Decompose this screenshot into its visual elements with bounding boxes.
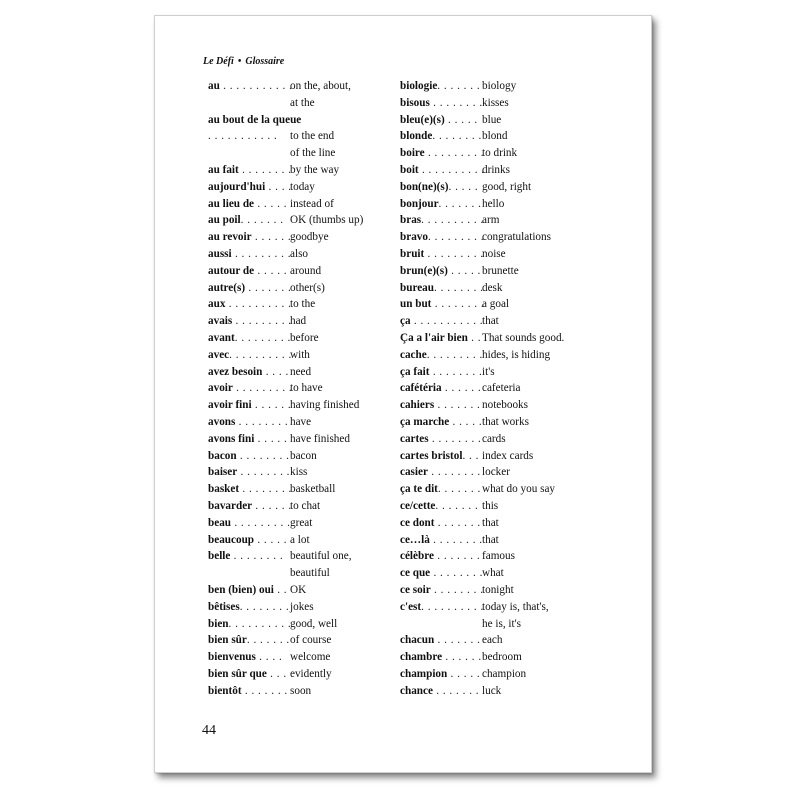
glossary-definition: today xyxy=(290,180,315,193)
leader-dots: . . . . . . . . xyxy=(239,600,290,613)
glossary-definition: it's xyxy=(482,365,495,378)
leader-dots: . . . . . . . . . . xyxy=(421,600,484,613)
glossary-entry xyxy=(400,431,600,448)
leader-dots: . . . . . . . . . . xyxy=(418,163,485,176)
book-page xyxy=(154,15,652,773)
glossary-term: bien sûr que xyxy=(208,667,267,680)
leader-dots: . . . . . . . . xyxy=(230,550,284,563)
leader-dots: . . . . . . . . . . . xyxy=(410,315,484,328)
glossary-term: brun(e)(s) xyxy=(400,264,448,277)
leader-dots: . . . . . . . xyxy=(434,634,481,647)
glossary-definition: before xyxy=(290,331,319,344)
glossary-term: cartes bristol xyxy=(400,449,463,462)
glossary-term: basket xyxy=(208,483,240,496)
glossary-term: ce que xyxy=(400,567,431,580)
glossary-entry xyxy=(208,498,398,515)
glossary-term: bien sûr xyxy=(208,634,247,647)
glossary-entry xyxy=(400,128,600,145)
glossary-entry xyxy=(400,649,600,666)
glossary-definition: with xyxy=(290,348,310,361)
leader-dots: . . . . . . . . . xyxy=(231,516,291,529)
glossary-definition: locker xyxy=(482,466,510,479)
glossary-term: avons xyxy=(208,415,236,428)
leader-dots: . . . . . . . . . . . xyxy=(219,80,293,92)
glossary-definition: welcome xyxy=(290,651,331,664)
glossary-term: belle xyxy=(208,550,231,563)
leader-dots: . . . . . . xyxy=(251,399,292,412)
glossary-entry xyxy=(208,532,398,549)
book-title: Le Défi xyxy=(203,56,234,67)
glossary-entry xyxy=(208,448,398,465)
glossary-definition: notebooks xyxy=(482,399,528,412)
glossary-definition: this xyxy=(482,499,499,512)
glossary-entry xyxy=(400,397,600,414)
glossary-definition: what xyxy=(482,567,504,580)
glossary-entry xyxy=(208,599,398,616)
glossary-definition: that xyxy=(482,533,499,546)
leader-dots: . . . . . xyxy=(448,180,479,193)
leader-dots: . . . . . . xyxy=(252,499,292,512)
glossary-term: avoir fini xyxy=(208,399,252,412)
glossary-definition: OK xyxy=(290,583,307,596)
leader-dots: . . . . . . . . xyxy=(430,583,484,596)
leader-dots: . . . . . . xyxy=(441,382,482,395)
glossary-entry xyxy=(400,498,600,515)
glossary-definition: That sounds good. xyxy=(482,331,565,344)
glossary-term: bruit xyxy=(400,247,425,260)
leader-dots: . . . . . . . xyxy=(433,550,481,563)
glossary-definition: tonight xyxy=(482,583,514,596)
glossary-entry xyxy=(400,246,600,263)
glossary-entry xyxy=(400,515,600,532)
leader-dots: . . . . . xyxy=(447,667,481,680)
glossary-term: autre(s) xyxy=(208,281,246,294)
glossary-term: avec xyxy=(208,348,230,361)
leader-dots: . . . . . . . xyxy=(246,634,290,647)
glossary-entry xyxy=(208,649,398,666)
glossary-term: ce…là xyxy=(400,533,430,546)
glossary-entry xyxy=(400,145,600,162)
glossary-term: ça fait xyxy=(400,365,430,378)
glossary-definition: biology xyxy=(482,80,517,92)
glossary-entry xyxy=(400,95,600,112)
glossary-definition: OK (thumbs up) xyxy=(290,214,364,227)
glossary-term: cafétéria xyxy=(400,382,442,395)
glossary-entry xyxy=(208,632,398,649)
running-head xyxy=(203,56,284,67)
glossary-term: bras xyxy=(400,214,422,227)
glossary-term: avez besoin xyxy=(208,365,263,378)
glossary-entry xyxy=(400,364,600,381)
glossary-definition: today is, that's, xyxy=(482,600,549,613)
glossary-definition: cafeteria xyxy=(482,382,521,395)
leader-dots: . . xyxy=(273,583,288,596)
glossary-definition: goodbye xyxy=(290,231,329,244)
glossary-term: c'est xyxy=(400,600,422,613)
page-number: 44 xyxy=(202,723,216,738)
glossary-entry xyxy=(208,229,398,246)
glossary-definition: need xyxy=(290,365,312,378)
glossary-term: ce soir xyxy=(400,583,431,596)
leader-dots: . . . . . xyxy=(254,432,288,445)
leader-dots: . . . . . . . . xyxy=(238,163,292,176)
glossary-definition: to the end xyxy=(290,130,335,143)
glossary-entry xyxy=(400,616,600,633)
leader-dots: . . . . . xyxy=(254,197,287,210)
glossary-term: au lieu de xyxy=(208,197,255,210)
glossary-term: chance xyxy=(400,684,433,697)
glossary-term: au revoir xyxy=(208,231,252,244)
glossary-entry xyxy=(208,616,398,633)
glossary-entry xyxy=(400,448,600,465)
leader-dots: . . . xyxy=(266,667,287,680)
leader-dots: . . . . . . . xyxy=(434,516,481,529)
leader-dots: . . . . . . . . xyxy=(236,449,290,462)
glossary-term: aussi xyxy=(208,247,232,260)
glossary-term: autour de xyxy=(208,264,255,277)
glossary-term: bien xyxy=(208,617,229,630)
glossary-entry xyxy=(400,548,600,565)
glossary-entry xyxy=(208,196,398,213)
section-title: Glossaire xyxy=(245,56,285,67)
glossary-definition: have finished xyxy=(290,432,350,445)
glossary-entry xyxy=(208,548,398,565)
glossary-definition: blue xyxy=(482,113,502,126)
glossary-term: cahiers xyxy=(400,399,435,412)
glossary-entry xyxy=(208,313,398,330)
glossary-term: bienvenus xyxy=(208,651,256,664)
glossary-definition: champion xyxy=(482,667,527,680)
glossary-entry xyxy=(208,112,398,129)
leader-dots: . . . . . . . . xyxy=(239,483,292,496)
glossary-definition: soon xyxy=(290,684,312,697)
leader-dots: . . . . . . . . xyxy=(428,432,482,445)
glossary-term: bavarder xyxy=(208,499,253,512)
running-head-separator: • xyxy=(237,56,242,67)
leader-dots: . . . . . . . . . . . xyxy=(208,130,278,143)
glossary-definition: great xyxy=(290,516,313,529)
leader-dots: . . . . . . . xyxy=(437,483,481,496)
glossary-definition: of course xyxy=(290,634,332,647)
glossary-term: au poil xyxy=(208,214,241,227)
leader-dots: . . . . . . . . . xyxy=(427,231,485,244)
glossary-definition: famous xyxy=(482,550,515,563)
glossary-definition: around xyxy=(290,264,322,277)
leader-dots: . . . . . . . xyxy=(432,684,480,697)
glossary-definition: hides, is hiding xyxy=(482,348,551,361)
glossary-entry xyxy=(208,128,398,145)
glossary-definition: to chat xyxy=(290,499,321,512)
glossary-term: beaucoup xyxy=(208,533,255,546)
glossary-definition: beautiful xyxy=(290,567,330,580)
glossary-term: bon(ne)(s) xyxy=(400,180,449,193)
glossary-entry xyxy=(400,632,600,649)
glossary-term: Ça a l'air bien xyxy=(400,331,468,344)
glossary-entry xyxy=(400,179,600,196)
glossary-term: un but xyxy=(400,298,432,311)
leader-dots: . . . . . . . . . xyxy=(234,331,291,344)
leader-dots: . . . . . . . . . xyxy=(232,382,293,395)
glossary-term: avant xyxy=(208,331,235,344)
glossary-term: champion xyxy=(400,667,448,680)
glossary-definition: by the way xyxy=(290,163,340,176)
glossary-definition: to have xyxy=(290,382,323,395)
glossary-entry xyxy=(400,212,600,229)
glossary-entry xyxy=(400,313,600,330)
glossary-entry xyxy=(208,666,398,683)
leader-dots: . . . . . . xyxy=(442,651,482,664)
glossary-definition: that works xyxy=(482,415,529,428)
glossary-definition: on the, about, xyxy=(290,80,351,92)
glossary-term: bonjour xyxy=(400,197,439,210)
glossary-entry xyxy=(208,364,398,381)
glossary-definition: index cards xyxy=(482,449,534,462)
glossary-entry xyxy=(208,162,398,179)
leader-dots: . . . xyxy=(462,449,479,462)
glossary-entry xyxy=(400,347,600,364)
glossary-definition: instead of xyxy=(290,197,334,210)
glossary-entry xyxy=(400,414,600,431)
leader-dots: . . . . . . . xyxy=(437,80,481,92)
leader-dots: . . . . . xyxy=(447,264,481,277)
glossary-entry xyxy=(208,78,398,95)
glossary-term: ça xyxy=(400,315,411,328)
glossary-term: ce dont xyxy=(400,516,435,529)
glossary-entry xyxy=(208,280,398,297)
leader-dots: . . . . . xyxy=(254,533,287,546)
glossary-term: bravo xyxy=(400,231,428,244)
glossary-definition: kiss xyxy=(290,466,308,479)
glossary-term: bacon xyxy=(208,449,237,462)
glossary-definition: what do you say xyxy=(482,483,556,496)
leader-dots: . . . . . . . . . xyxy=(424,247,484,260)
glossary-entry xyxy=(208,212,398,229)
leader-dots: . . . . . . . . . xyxy=(424,147,484,160)
glossary-definition: of the line xyxy=(290,147,336,160)
glossary-definition: have xyxy=(290,415,312,428)
glossary-definition: congratulations xyxy=(482,231,551,244)
glossary-entry xyxy=(208,347,398,364)
glossary-entry xyxy=(208,145,398,162)
glossary-term: bientôt xyxy=(208,684,242,697)
glossary-term: avons fini xyxy=(208,432,255,445)
leader-dots: . . . . . . . xyxy=(434,399,481,412)
glossary-definition: to drink xyxy=(482,147,518,160)
leader-dots: . . . . . . . xyxy=(241,684,288,697)
leader-dots: . . . . . . . . . xyxy=(232,315,292,328)
glossary-entry xyxy=(208,330,398,347)
glossary-definition: evidently xyxy=(290,667,332,680)
glossary-right-column xyxy=(400,78,600,699)
glossary-term: au fait xyxy=(208,163,239,176)
glossary-definition: also xyxy=(290,247,309,260)
glossary-entry xyxy=(400,464,600,481)
glossary-term: cartes xyxy=(400,432,429,445)
glossary-definition: brunette xyxy=(482,264,519,277)
glossary-entry xyxy=(400,380,600,397)
glossary-entry xyxy=(208,431,398,448)
glossary-entry xyxy=(400,112,600,129)
glossary-entry xyxy=(400,263,600,280)
leader-dots: . . . . xyxy=(262,365,289,378)
leader-dots: . . . . . . . . xyxy=(237,466,290,479)
glossary-term: blonde xyxy=(400,130,433,143)
glossary-term: casier xyxy=(400,466,428,479)
glossary-term: baiser xyxy=(208,466,238,479)
leader-dots: . . . . . . . . xyxy=(429,96,483,109)
glossary-entry xyxy=(208,95,398,112)
glossary-term: chacun xyxy=(400,634,435,647)
glossary-definition: noise xyxy=(482,247,506,260)
leader-dots: . . . . . . . . xyxy=(431,298,485,311)
glossary-definition: he is, it's xyxy=(482,617,521,630)
leader-dots: . . . . xyxy=(265,180,292,193)
glossary-entry xyxy=(208,380,398,397)
leader-dots: . . . . . . . . . . xyxy=(225,298,292,311)
glossary-definition: beautiful one, xyxy=(290,550,352,563)
glossary-definition: basketball xyxy=(290,483,336,496)
glossary-entry xyxy=(208,464,398,481)
glossary-term: boit xyxy=(400,163,419,176)
glossary-term: célèbre xyxy=(400,550,434,563)
glossary-definition: jokes xyxy=(290,600,314,613)
glossary-term: ça marche xyxy=(400,415,450,428)
glossary-entry xyxy=(400,481,600,498)
glossary-entry xyxy=(208,683,398,700)
glossary-entry xyxy=(400,330,600,347)
glossary-definition: to the xyxy=(290,298,316,311)
leader-dots: . . . . . . . . xyxy=(432,130,482,143)
leader-dots: . . . . . . . xyxy=(435,499,479,512)
leader-dots: . . . . . xyxy=(254,264,288,277)
glossary-definition: bedroom xyxy=(482,651,522,664)
glossary-entry xyxy=(400,532,600,549)
leader-dots: . . . . . . . . . . xyxy=(228,617,292,630)
glossary-definition: a goal xyxy=(482,298,510,311)
glossary-definition: that xyxy=(482,516,499,529)
glossary-definition: drinks xyxy=(482,163,510,176)
leader-dots: . . . . xyxy=(255,651,283,664)
glossary-definition: arm xyxy=(482,214,500,227)
leader-dots: . . . . . . . . xyxy=(429,365,483,378)
glossary-term: au bout de la queue xyxy=(208,113,302,126)
leader-dots: . . . . . . . . . xyxy=(231,247,291,260)
glossary-definition: at the xyxy=(290,96,315,109)
glossary-definition: a lot xyxy=(290,533,310,546)
glossary-term: bureau xyxy=(400,281,434,294)
glossary-entry xyxy=(208,263,398,280)
glossary-term: ce/cette xyxy=(400,499,436,512)
glossary-term: boire xyxy=(400,147,425,160)
glossary-entry xyxy=(400,599,600,616)
glossary-term: chambre xyxy=(400,651,443,664)
glossary-entry xyxy=(208,414,398,431)
glossary-term: bleu(e)(s) xyxy=(400,113,445,126)
glossary-definition: blond xyxy=(482,130,508,143)
leader-dots: . . . . . . . . xyxy=(434,281,484,294)
glossary-entry xyxy=(400,196,600,213)
glossary-definition: desk xyxy=(482,281,503,294)
leader-dots: . . . . . . . . xyxy=(429,533,483,546)
leader-dots: . . . . . . xyxy=(251,231,292,244)
glossary-definition: had xyxy=(290,315,307,328)
glossary-entry xyxy=(400,78,600,95)
glossary-definition: each xyxy=(482,634,503,647)
glossary-definition: having finished xyxy=(290,399,360,412)
glossary-definition: bacon xyxy=(290,449,317,462)
glossary-term: beau xyxy=(208,516,232,529)
glossary-term: cache xyxy=(400,348,427,361)
leader-dots: . . . . . . . xyxy=(438,197,482,210)
glossary-entry xyxy=(400,229,600,246)
leader-dots: . . . . . . . . . . xyxy=(229,348,292,361)
leader-dots: . . . . . xyxy=(444,113,478,126)
glossary-term: aujourd'hui xyxy=(208,180,266,193)
glossary-left-column xyxy=(208,78,398,699)
glossary-entry xyxy=(400,683,600,700)
glossary-definition: other(s) xyxy=(290,281,325,294)
glossary-entry xyxy=(208,246,398,263)
glossary-definition: cards xyxy=(482,432,506,445)
glossary-entry xyxy=(400,582,600,599)
glossary-term: bêtises xyxy=(208,600,240,613)
glossary-entry xyxy=(400,565,600,582)
leader-dots: . . . . . . . xyxy=(245,281,292,294)
glossary-definition: hello xyxy=(482,197,505,210)
glossary-definition: good, right xyxy=(482,180,532,193)
glossary-term: ben (bien) oui xyxy=(208,583,274,596)
glossary-entry xyxy=(208,565,398,582)
leader-dots: . . . . . . . . xyxy=(430,567,483,580)
glossary-term: aux xyxy=(208,298,226,311)
glossary-entry xyxy=(400,666,600,683)
glossary-definition: good, well xyxy=(290,617,338,630)
glossary-entry xyxy=(400,162,600,179)
glossary-term: avoir xyxy=(208,382,233,395)
glossary-term: au xyxy=(208,80,220,92)
leader-dots: . . . . . . . . xyxy=(235,415,289,428)
glossary-entry xyxy=(208,515,398,532)
glossary-term: avais xyxy=(208,315,233,328)
glossary-term: bisous xyxy=(400,96,430,109)
glossary-entry xyxy=(208,582,398,599)
leader-dots: . . xyxy=(467,331,482,344)
glossary-term: ça te dit xyxy=(400,483,438,496)
leader-dots: . . . . . . . xyxy=(240,214,284,227)
glossary-entry xyxy=(208,296,398,313)
glossary-definition: that xyxy=(482,315,499,328)
glossary-entry xyxy=(400,296,600,313)
glossary-term: biologie xyxy=(400,80,438,92)
leader-dots: . . . . . xyxy=(449,415,483,428)
glossary-definition: kisses xyxy=(482,96,509,109)
glossary-entry xyxy=(208,179,398,196)
glossary-definition: luck xyxy=(482,684,502,697)
glossary-entry xyxy=(400,280,600,297)
glossary-entry xyxy=(208,481,398,498)
leader-dots: . . . . . . . . . . xyxy=(421,214,484,227)
glossary-entry xyxy=(208,397,398,414)
leader-dots: . . . . . . . . xyxy=(427,466,481,479)
leader-dots: . . . . . . . . . xyxy=(426,348,483,361)
